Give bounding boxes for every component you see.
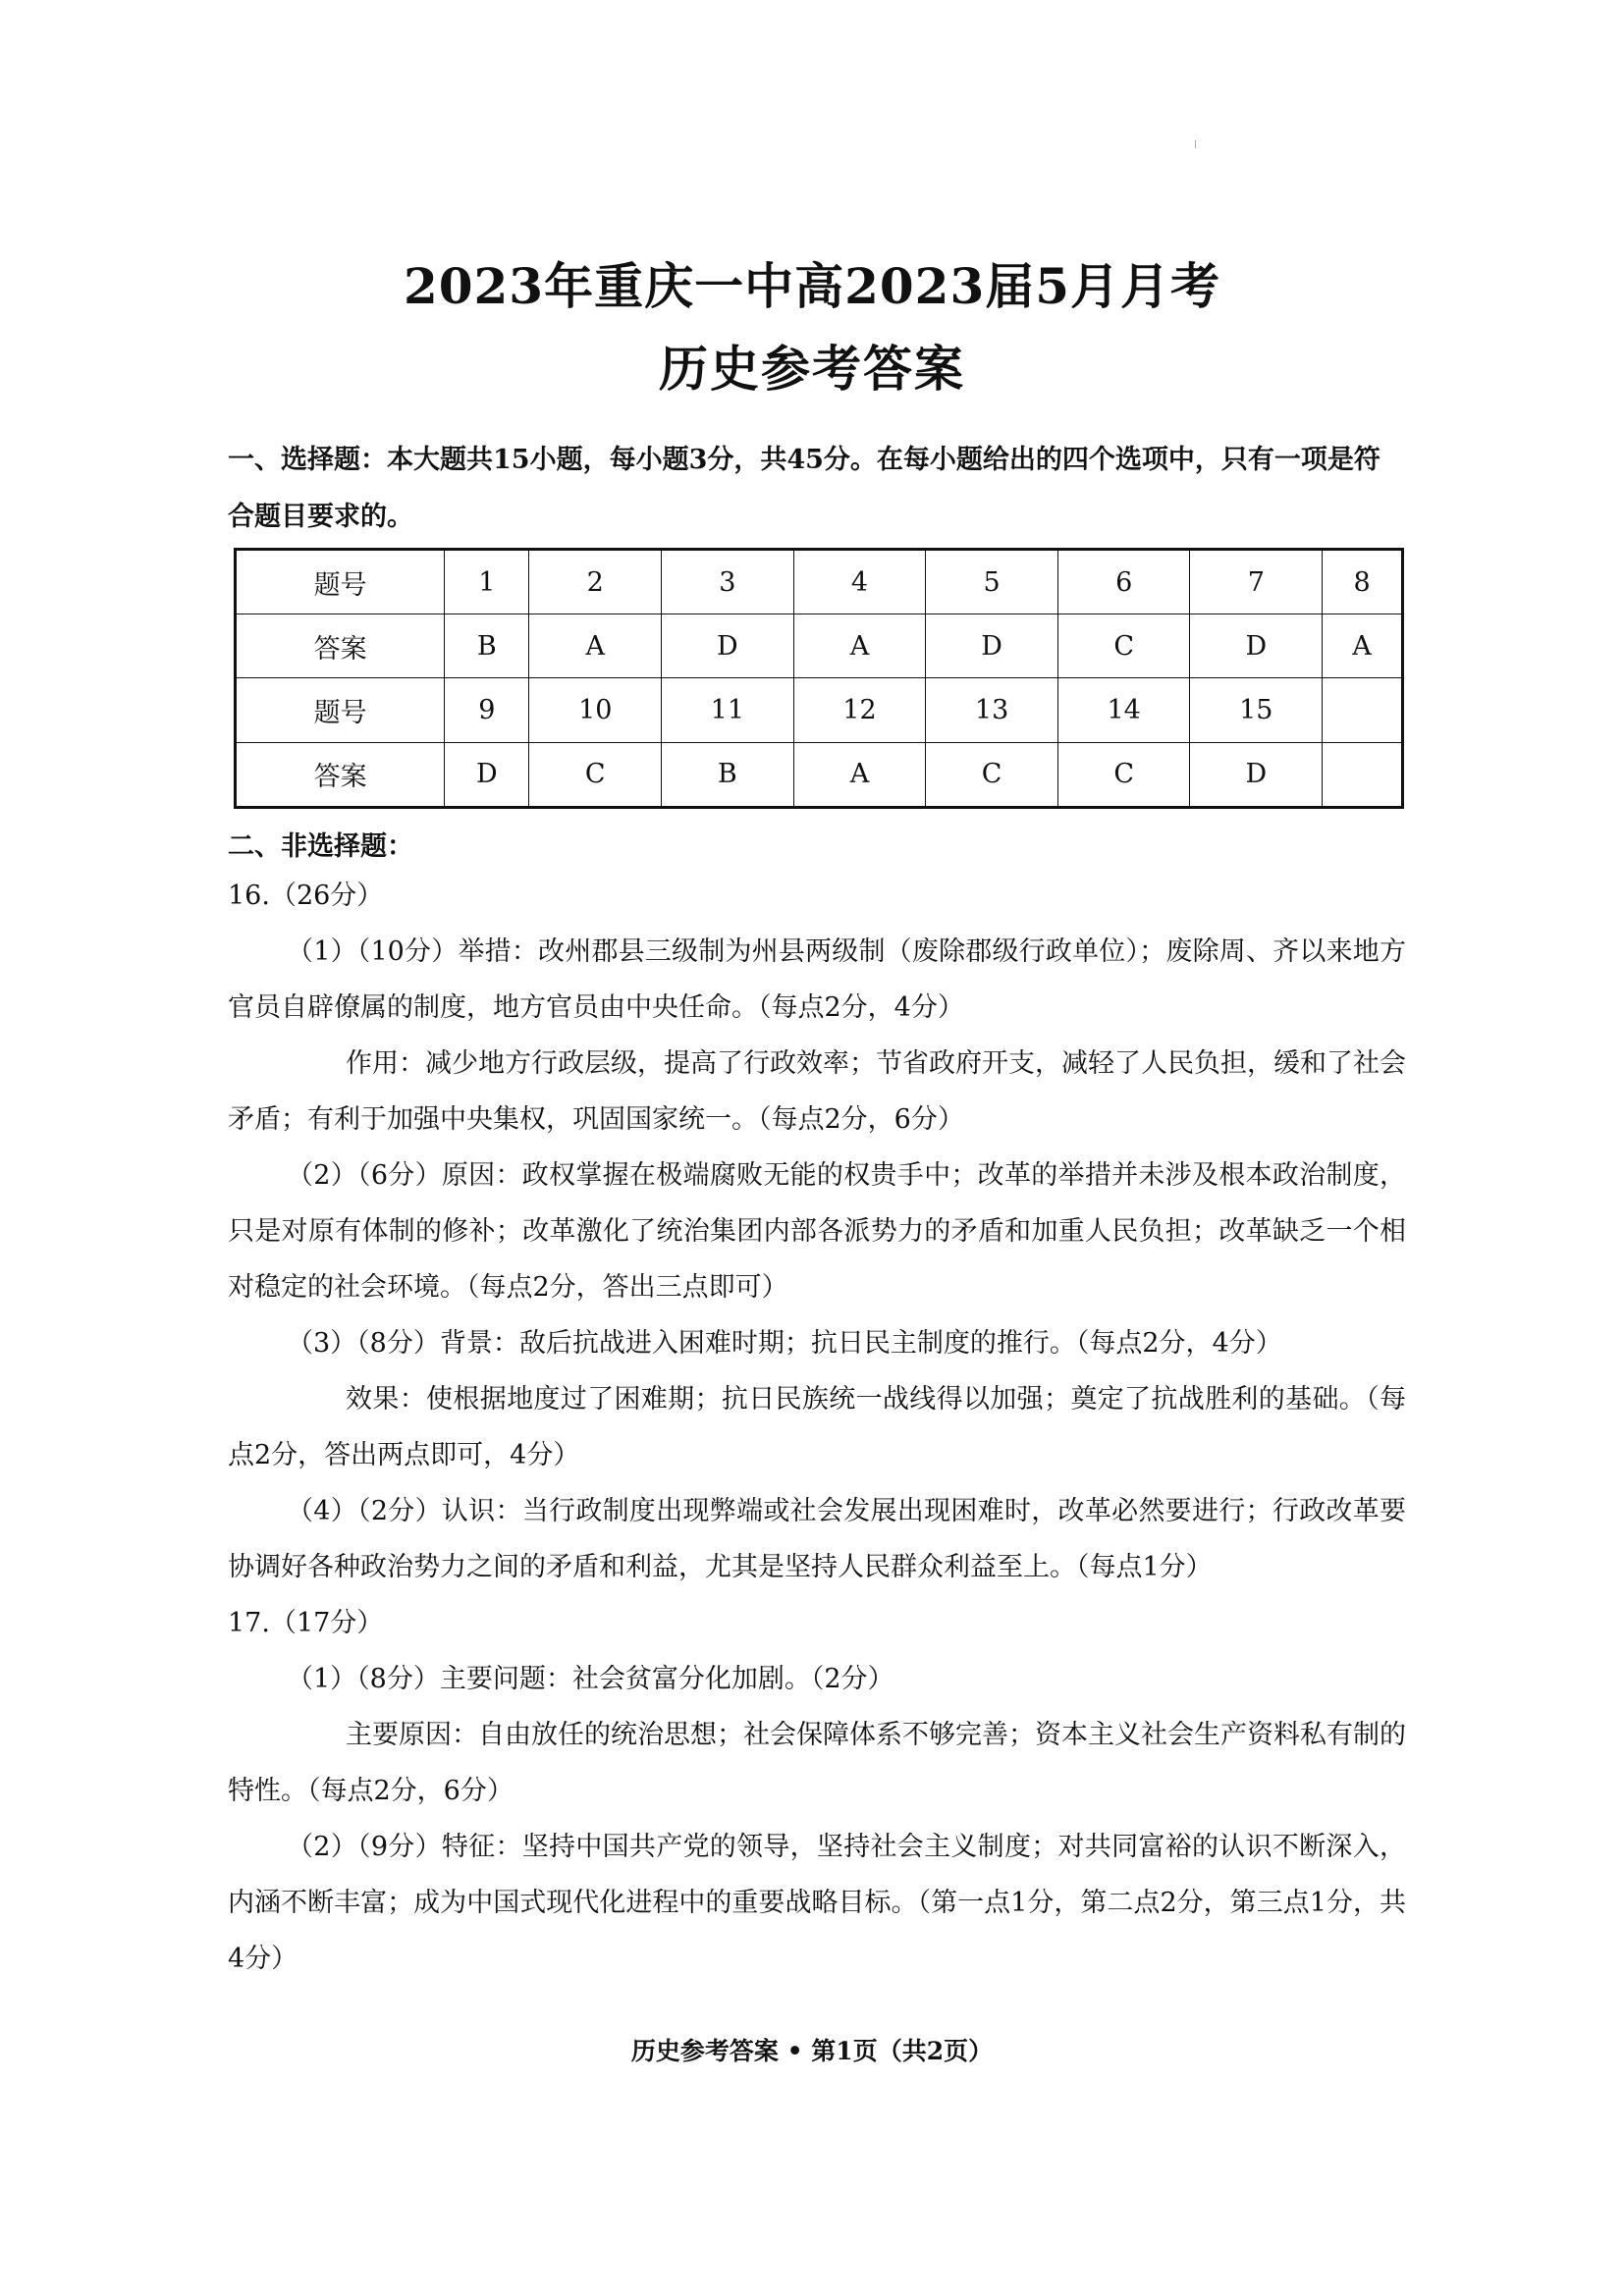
document-subtitle: 历史参考答案 xyxy=(659,340,965,398)
section1-heading: 一、选择题：本大题共15小题，每小题3分，共45分。在每小题给出的四个选项中，只有一项是符合题目要求的。 xyxy=(228,445,1380,532)
answer-table-cell: D xyxy=(662,614,794,678)
answer-table-row-header: 题号 xyxy=(236,678,445,742)
answer-table-cell: 2 xyxy=(529,550,662,614)
answer-table-cell: 10 xyxy=(529,678,662,742)
answer-table-cell: A xyxy=(1323,614,1403,678)
answer-table-cell: 12 xyxy=(793,678,926,742)
answer-table-cell: A xyxy=(529,614,662,678)
answer-table-cell: C xyxy=(529,742,662,807)
answer-table xyxy=(234,548,1404,809)
q17-part2: （2）（9分）特征：坚持中国共产党的领导，坚持社会主义制度；对共同富裕的认识不断深入，内涵不断丰富；成为中国式现代化进程中的重要战略目标。（第一点1分，第二点2分，第三点1分，共4分） xyxy=(228,1832,1406,1974)
answer-table-cell: B xyxy=(662,742,794,807)
answer-table-cell: 14 xyxy=(1057,678,1190,742)
q16-part1-effect: 作用：减少地方行政层级，提高了行政效率；节省政府开支，减轻了人民负担，缓和了社会矛盾；有利于加强中央集权，巩固国家统一。（每点2分，6分） xyxy=(228,1048,1406,1135)
q16-part1: （1）（10分）举措：改州郡县三级制为州县两级制（废除郡级行政单位）；废除周、齐以来地方官员自辟僚属的制度，地方官员由中央任命。（每点2分，4分） xyxy=(228,936,1406,1023)
answer-table-row-header: 答案 xyxy=(236,742,445,807)
answer-table-row xyxy=(236,550,1403,614)
answer-table-cell: 8 xyxy=(1323,550,1403,614)
answer-table-cell: C xyxy=(1057,614,1190,678)
question-17-label: 17.（17分） xyxy=(228,1608,384,1638)
answers-body xyxy=(228,868,1406,1987)
answer-table-cell: C xyxy=(1057,742,1190,807)
answer-table-cell: A xyxy=(793,742,926,807)
answer-table-cell: D xyxy=(1190,614,1323,678)
page-footer: 历史参考答案 • 第1页（共2页） xyxy=(630,2037,994,2065)
answer-table-cell: D xyxy=(1190,742,1323,807)
answer-table-cell: 6 xyxy=(1057,550,1190,614)
answer-table-cell: 15 xyxy=(1190,678,1323,742)
answer-table-cell: D xyxy=(445,742,529,807)
answer-table-cell: 1 xyxy=(445,550,529,614)
answer-table-cell: 9 xyxy=(445,678,529,742)
question-16-label: 16.（26分） xyxy=(228,881,384,911)
answer-table-cell: A xyxy=(793,614,926,678)
q17-part1: （1）（8分）主要问题：社会贫富分化加剧。（2分） xyxy=(287,1664,894,1694)
document-title: 2023年重庆一中高2023届5月月考 xyxy=(403,257,1221,315)
scan-speck xyxy=(1195,140,1196,148)
answer-table-cell xyxy=(1323,678,1403,742)
q16-part4: （4）（2分）认识：当行政制度出现弊端或社会发展出现困难时，改革必然要进行；行政改革要协调好各种政治势力之间的矛盾和利益，尤其是坚持人民群众利益至上。（每点1分） xyxy=(228,1496,1406,1582)
answer-table-cell: 11 xyxy=(662,678,794,742)
answer-table-cell: 3 xyxy=(662,550,794,614)
answer-table-row-header: 答案 xyxy=(236,614,445,678)
answer-table-cell xyxy=(1323,742,1403,807)
q16-part3: （3）（8分）背景：敌后抗战进入困难时期；抗日民主制度的推行。（每点2分，4分） xyxy=(287,1328,1282,1359)
answer-table-cell: 7 xyxy=(1190,550,1323,614)
answer-table-cell: 4 xyxy=(793,550,926,614)
answer-table-cell: B xyxy=(445,614,529,678)
q16-part3-effect: 效果：使根据地度过了困难期；抗日民族统一战线得以加强；奠定了抗战胜利的基础。（每点2分，答出两点即可，4分） xyxy=(228,1384,1406,1470)
section2-heading: 二、非选择题： xyxy=(228,831,413,862)
answer-table-cell: D xyxy=(926,614,1058,678)
q16-part2: （2）（6分）原因：政权掌握在极端腐败无能的权贵手中；改革的举措并未涉及根本政治制度，只是对原有体制的修补；改革激化了统治集团内部各派势力的矛盾和加重人民负担；改革缺乏一个相对稳定的社会环境。（每点2分，答出三点即可） xyxy=(228,1160,1406,1303)
q17-part1-cause: 主要原因：自由放任的统治思想；社会保障体系不够完善；资本主义社会生产资料私有制的特性。（每点2分，6分） xyxy=(228,1720,1406,1806)
answer-table-row xyxy=(236,614,1403,678)
answer-table-cell: 5 xyxy=(926,550,1058,614)
answer-table-row xyxy=(236,742,1403,807)
answer-table-cell: C xyxy=(926,742,1058,807)
answer-table-cell: 13 xyxy=(926,678,1058,742)
answer-table-row-header: 题号 xyxy=(236,550,445,614)
answer-table-row xyxy=(236,678,1403,742)
